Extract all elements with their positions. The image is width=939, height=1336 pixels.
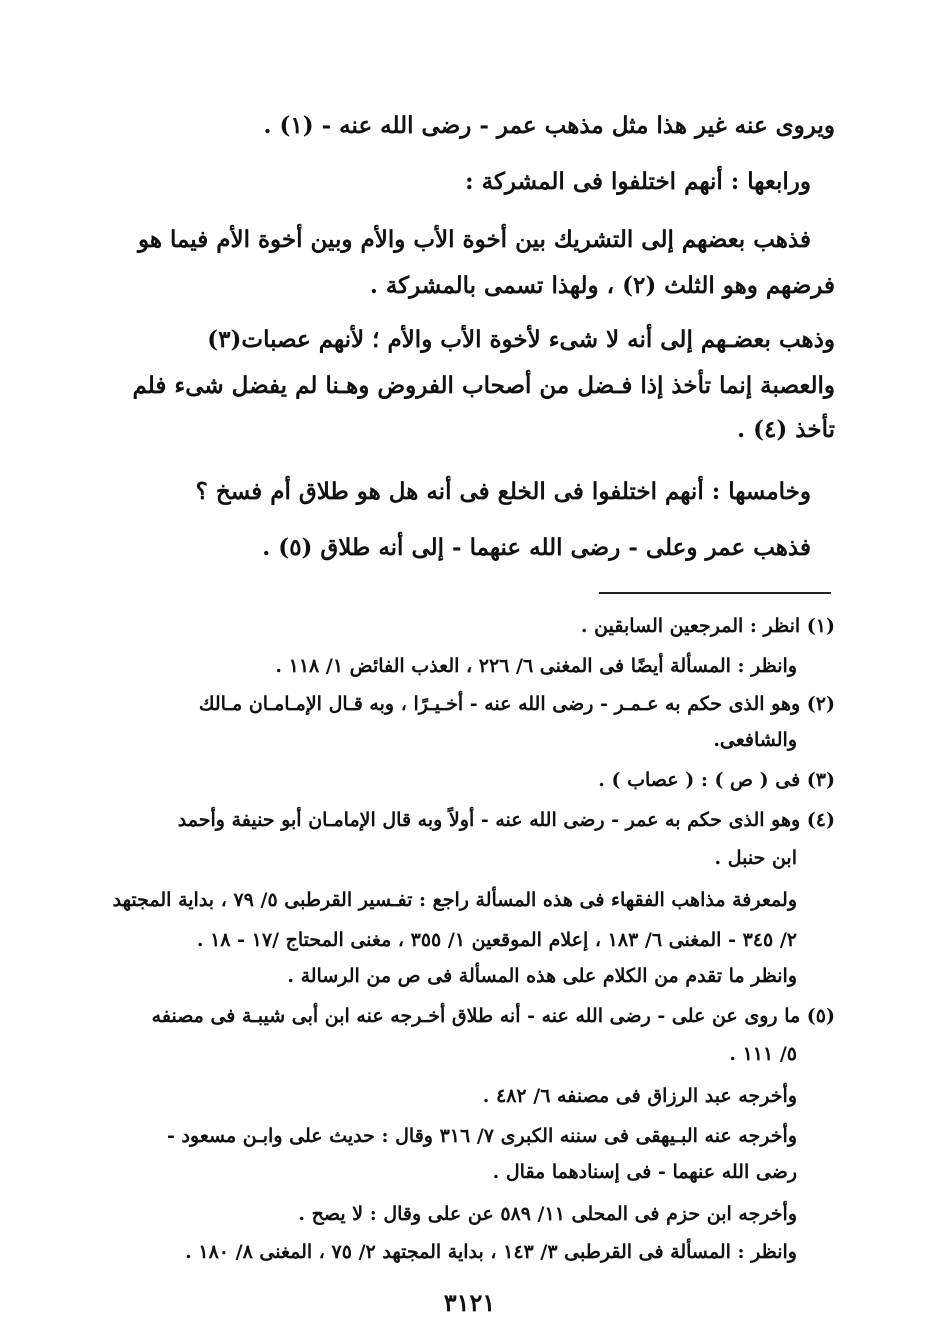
- footnote-1: (١) انظر : المرجعين السابقين .: [580, 615, 835, 637]
- footnote-4-references: ولمعرفة مذاهب الفقهاء فى هذه المسألة راجع : تفـسير القرطبى ٥/ ٧٩ ، بداية المجتهد: [112, 889, 797, 911]
- footnote-5-bayhaqi-continuation: رضى الله عنهما - فى إسنادهما مقال .: [492, 1161, 797, 1183]
- footnote-5-abdulrazzaq: وأخرجه عبد الرزاق فى مصنفه ٦/ ٤٨٢ .: [482, 1085, 797, 1107]
- body-line-9: فذهب عمر وعلى - رضى الله عنهما - إلى أنه طلاق (٥) .: [262, 534, 811, 561]
- footnote-1-continuation: وانظر : المسألة أيضًا فى المغنى ٦/ ٢٢٦ ، العذب الفائض ١/ ١١٨ .: [275, 655, 797, 677]
- footnote-divider: [599, 592, 831, 594]
- footnote-2: (٢) وهو الذى حكم به عـمـر - رضى الله عنه - أخـيـرًا ، وبه قـال الإمـامـان مـالك: [198, 693, 835, 715]
- body-line-7: تأخذ (٤) .: [737, 416, 835, 443]
- footnote-5-see-also: وانظر : المسألة فى القرطبى ٣/ ١٤٣ ، بداية المجتهد ٢/ ٧٥ ، المغنى ٨/ ١٨٠ .: [185, 1241, 797, 1263]
- footnote-5-continuation: ٥/ ١١١ .: [729, 1043, 797, 1065]
- page-number: ٣١٢١: [443, 1288, 496, 1317]
- footnote-4: (٤) وهو الذى حكم به عمر - رضى الله عنه - أولاً وبه قال الإمامـان أبو حنيفة وأحمد: [177, 809, 835, 831]
- body-line-6: والعصبة إنما تأخذ إذا فـضل من أصحاب الفروض وهـنا لم يفضل شىء فلم: [132, 372, 835, 399]
- footnote-4-see-also: وانظر ما تقدم من الكلام على هذه المسألة فى ص من الرسالة .: [287, 965, 797, 987]
- footnote-4-continuation: ابن حنبل .: [714, 847, 797, 869]
- body-line-8: وخامسها : أنهم اختلفوا فى الخلع فى أنه هل هو طلاق أم فسخ ؟: [195, 478, 811, 505]
- footnote-5-bayhaqi: وأخرجه عنه البـيهقى فى سننه الكبرى ٧/ ٣١٦ وقال : حديث على وابـن مسعود -: [167, 1125, 797, 1147]
- footnote-4-references-continuation: ٢/ ٣٤٥ - المغنى ٦/ ١٨٣ ، إعلام الموقعين ١/ ٣٥٥ ، مغنى المحتاج /١٧ - ١٨ .: [196, 929, 797, 951]
- body-line-3: فذهب بعضهم إلى التشريك بين أخوة الأب والأم وبين أخوة الأم فيما هو: [137, 226, 811, 253]
- footnote-5-ibn-hazm: وأخرجه ابن حزم فى المحلى ١١/ ٥٨٩ عن على وقال : لا يصح .: [298, 1203, 797, 1225]
- footnote-5: (٥) ما روى عن على - رضى الله عنه - أنه طلاق أخـرجه عنه ابن أبى شيبـة فى مصنفه: [151, 1005, 835, 1027]
- body-line-2: ورابعها : أنهم اختلفوا فى المشركة :: [465, 168, 811, 195]
- body-line-4: فرضهم وهو الثلث (٢) ، ولهذا تسمى بالمشركة .: [369, 272, 835, 299]
- footnote-2-continuation: والشافعى.: [713, 729, 797, 751]
- footnote-3: (٣) فى ( ص ) : ( عصاب ) .: [598, 769, 835, 791]
- body-line-5: وذهب بعضـهم إلى أنه لا شىء لأخوة الأب والأم ؛ لأنهم عصبات(٣): [207, 326, 835, 353]
- body-line-1: ويروى عنه غير هذا مثل مذهب عمر - رضى الله عنه - (١) .: [263, 112, 835, 139]
